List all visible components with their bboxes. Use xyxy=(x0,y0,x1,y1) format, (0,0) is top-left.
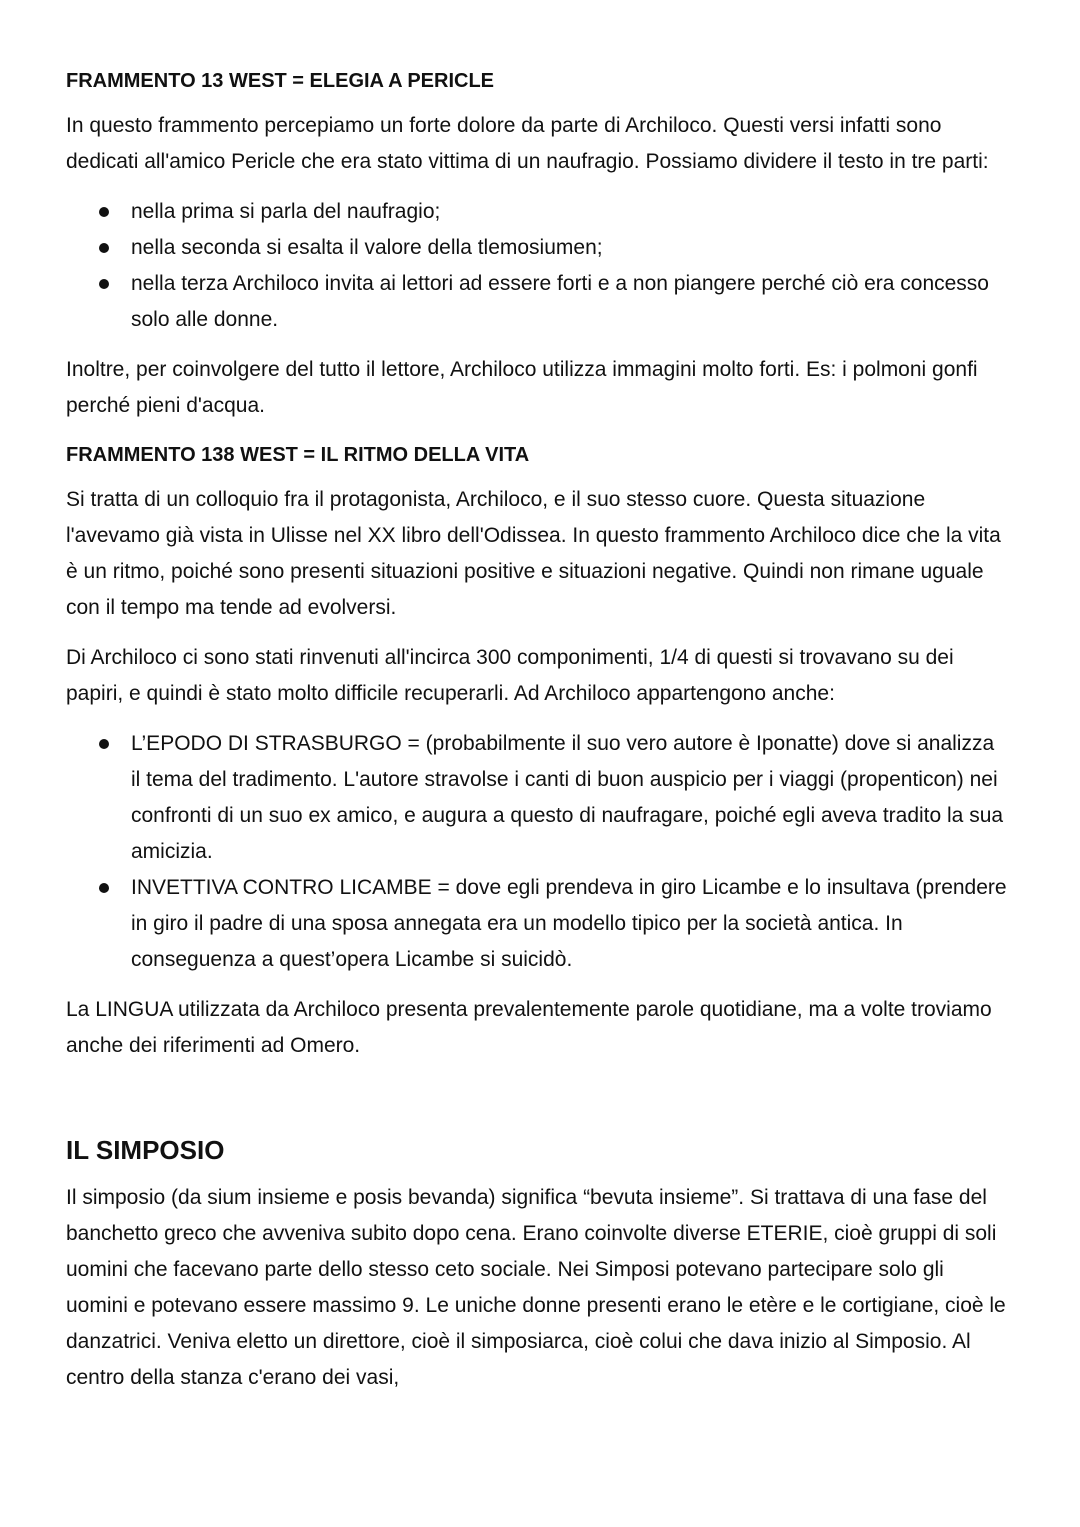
frammento-138-paragraph-3: La LINGUA utilizzata da Archiloco presenta prevalentemente parole quotidiane, ma a volte troviamo anche dei riferimenti ad Omero. xyxy=(66,998,992,1057)
frammento-13-intro: In questo frammento percepiamo un forte dolore da parte di Archiloco. Questi versi infatti sono dedicati all'amico Pericle che era stato vittima di un naufragio. Possiamo dividere il testo in tre parti: xyxy=(66,114,989,173)
list-item: nella prima si parla del naufragio; xyxy=(66,194,1008,230)
frammento-13-heading: FRAMMENTO 13 WEST = ELEGIA A PERICLE xyxy=(66,70,495,92)
frammento-138-paragraph-1: Si tratta di un colloquio fra il protagonista, Archiloco, e il suo stesso cuore. Questa situazione l'avevamo già vista in Ulisse nel XX libro dell'Odissea. In questo frammento Archiloco dice che la vita è un ritmo, poiché sono presenti situazioni positive e situazioni negative. Quindi non rimane uguale con il tempo ma tende ad evolversi. xyxy=(66,488,1001,619)
frammento-13-outro: Inoltre, per coinvolgere del tutto il lettore, Archiloco utilizza immagini molto forti. Es: i polmoni gonfi perché pieni d'acqua. xyxy=(66,358,978,417)
frammento-138-heading: FRAMMENTO 138 WEST = IL RITMO DELLA VITA xyxy=(66,444,530,466)
frammento-13-list xyxy=(66,194,1008,338)
list-item: nella seconda si esalta il valore della tlemosiumen; xyxy=(66,230,1008,266)
list-item: nella terza Archiloco invita ai lettori ad essere forti e a non piangere perché ciò era concesso solo alle donne. xyxy=(66,266,1008,338)
simposio-paragraph: Il simposio (da sium insieme e posis bevanda) significa “bevuta insieme”. Si trattava di una fase del banchetto greco che avveniva subito dopo cena. Erano coinvolte diverse ETERIE, cioè gruppi di soli uomini che facevano parte dello stesso ceto sociale. Nei Simposi potevano partecipare solo gli uomini e potevano essere massimo 9. Le uniche donne presenti erano le etère e le cortigiane, cioè le danzatrici. Veniva eletto un direttore, cioè il simposiarca, cioè colui che dava inizio al Simposio. Al centro della stanza c'erano dei vasi, xyxy=(66,1186,1006,1389)
frammento-138-paragraph-2: Di Archiloco ci sono stati rinvenuti all'incirca 300 componimenti, 1/4 di questi si trovavano su dei papiri, e quindi è stato molto difficile recuperarli. Ad Archiloco appartengono anche: xyxy=(66,646,954,705)
list-item: INVETTIVA CONTRO LICAMBE = dove egli prendeva in giro Licambe e lo insultava (prendere in giro il padre di una sposa annegata era un modello tipico per la società antica. In conseguenza a quest’opera Licambe si suicidò. xyxy=(66,870,1008,978)
list-item: L’EPODO DI STRASBURGO = (probabilmente il suo vero autore è Iponatte) dove si analizza il tema del tradimento. L'autore stravolse i canti di buon auspicio per i viaggi (propenticon) nei confronti di un suo ex amico, e augura a questo di naufragare, poiché egli aveva tradito la sua amicizia. xyxy=(66,726,1008,870)
frammento-138-list xyxy=(66,726,1008,978)
simposio-heading: IL SIMPOSIO xyxy=(66,1135,225,1165)
